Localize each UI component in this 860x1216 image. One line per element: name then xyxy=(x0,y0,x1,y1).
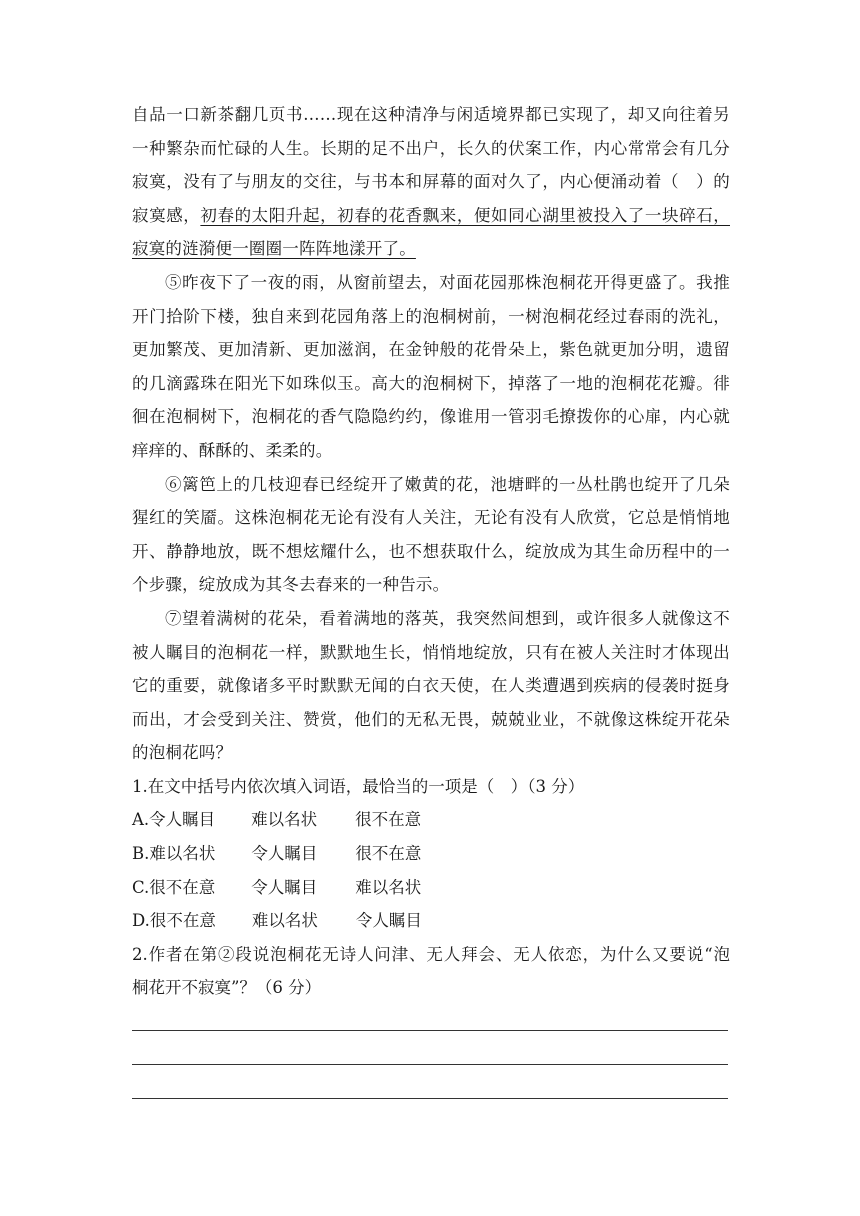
option-word-1: 很不在意 xyxy=(149,911,216,931)
text-line: 痒痒的、酥酥的、柔柔的。 xyxy=(132,440,333,460)
option-word-3: 难以名状 xyxy=(355,877,422,897)
option-word-3: 令人瞩目 xyxy=(355,911,422,931)
paragraph-5 xyxy=(132,266,730,468)
text-line: 个步骤，绽放成为其冬去春来的一种告示。 xyxy=(132,575,450,595)
text-line: 自品一口新茶翻几页书……现在这种清净与闲适境界都已实现了，却又向往着另 xyxy=(132,105,730,124)
text-line xyxy=(132,199,730,233)
text-line: ⑥篱笆上的几枝迎春已经绽开了嫩黄的花，池塘畔的一丛杜鹃也绽开了几朵 xyxy=(165,474,730,494)
text-line: ⑦望着满树的花朵，看着满地的落英，我突然间想到，或许很多人就像这不 xyxy=(165,608,730,628)
option-c[interactable] xyxy=(132,871,730,905)
option-word-2: 令人瞩目 xyxy=(251,844,318,864)
option-letter: B. xyxy=(132,844,150,864)
option-letter: A. xyxy=(132,810,150,830)
question-stem: 2.作者在第②段说泡桐花无诗人问津、无人拜会、无人依恋，为什么又要说“泡 xyxy=(132,944,730,964)
option-word-2: 难以名状 xyxy=(251,911,318,931)
option-word-2: 难以名状 xyxy=(251,810,318,830)
text-line: 的泡桐花吗？ xyxy=(132,743,233,763)
text-line: 更加繁茂、更加清新、更加滋润，在金钟般的花骨朵上，紫色就更加分明，遗留 xyxy=(132,340,730,360)
paragraph-7 xyxy=(132,602,730,770)
option-d[interactable] xyxy=(132,904,730,938)
text-line: 而出，才会受到关注、赞赏，他们的无私无畏，兢兢业业，不就像这株绽开花朵 xyxy=(132,709,730,729)
answer-line[interactable] xyxy=(132,1030,728,1031)
question-stem: 桐花开不寂寞”？（6 分） xyxy=(132,978,322,998)
option-b[interactable] xyxy=(132,837,730,871)
option-word-1: 难以名状 xyxy=(149,844,216,864)
text-line: ⑤昨夜下了一夜的雨，从窗前望去，对面花园那株泡桐花开得更盛了。我推 xyxy=(165,272,730,292)
question-stem: 1.在文中括号内依次填入词语，最恰当的一项是（ ）（3 分） xyxy=(132,776,585,796)
text-line: 徊在泡桐树下，泡桐花的香气隐隐约约，像谁用一管羽毛撩拨你的心扉，内心就 xyxy=(132,407,730,427)
text-line: 开、静静地放，既不想炫耀什么，也不想获取什么，绽放成为其生命历程中的一 xyxy=(132,541,730,561)
text-line: 开门拾阶下楼，独自来到花园角落上的泡桐树前，一树泡桐花经过春雨的洗礼， xyxy=(132,306,730,326)
option-letter: C. xyxy=(132,877,150,897)
text-line xyxy=(132,232,730,266)
paragraph-4 xyxy=(132,98,730,266)
paragraph-6 xyxy=(132,468,730,602)
option-letter: D. xyxy=(132,911,150,931)
question-2 xyxy=(132,938,730,1005)
text-line: 寂寞，没有了与朋友的交往，与书本和屏幕的面对久了，内心便涌动着（ ）的 xyxy=(132,172,730,192)
text-line: 被人瞩目的泡桐花一样，默默地生长，悄悄地绽放，只有在被人关注时才体现出 xyxy=(132,642,730,662)
answer-line[interactable] xyxy=(132,1098,728,1099)
text-line: 猩红的笑靥。这株泡桐花无论有没有人关注，无论有没有人欣赏，它总是悄悄地 xyxy=(132,508,730,528)
option-word-3: 很不在意 xyxy=(355,810,422,830)
text-line: 的几滴露珠在阳光下如珠似玉。高大的泡桐树下，掉落了一地的泡桐花花瓣。徘 xyxy=(132,373,730,393)
answer-line[interactable] xyxy=(132,1064,728,1065)
option-a[interactable] xyxy=(132,803,730,837)
option-word-2: 令人瞩目 xyxy=(251,877,318,897)
text-segment: 寂寞感， xyxy=(132,205,201,225)
option-word-3: 很不在意 xyxy=(355,844,422,864)
option-word-1: 很不在意 xyxy=(149,877,216,897)
document-page xyxy=(132,98,730,1005)
text-line: 一种繁杂而忙碌的人生。长期的足不出户，长久的伏案工作，内心常常会有几分 xyxy=(132,138,730,158)
underlined-sentence: 寂寞的涟漪便一圈圈一阵阵地漾开了。 xyxy=(132,239,416,259)
underlined-sentence: 初春的太阳升起，初春的花香飘来，便如同心湖里被投入了一块碎石， xyxy=(200,205,730,225)
option-word-1: 令人瞩目 xyxy=(149,810,216,830)
text-line: 它的重要，就像诸多平时默默无闻的白衣天使，在人类遭遇到疾病的侵袭时挺身 xyxy=(132,676,730,696)
question-1 xyxy=(132,770,730,938)
